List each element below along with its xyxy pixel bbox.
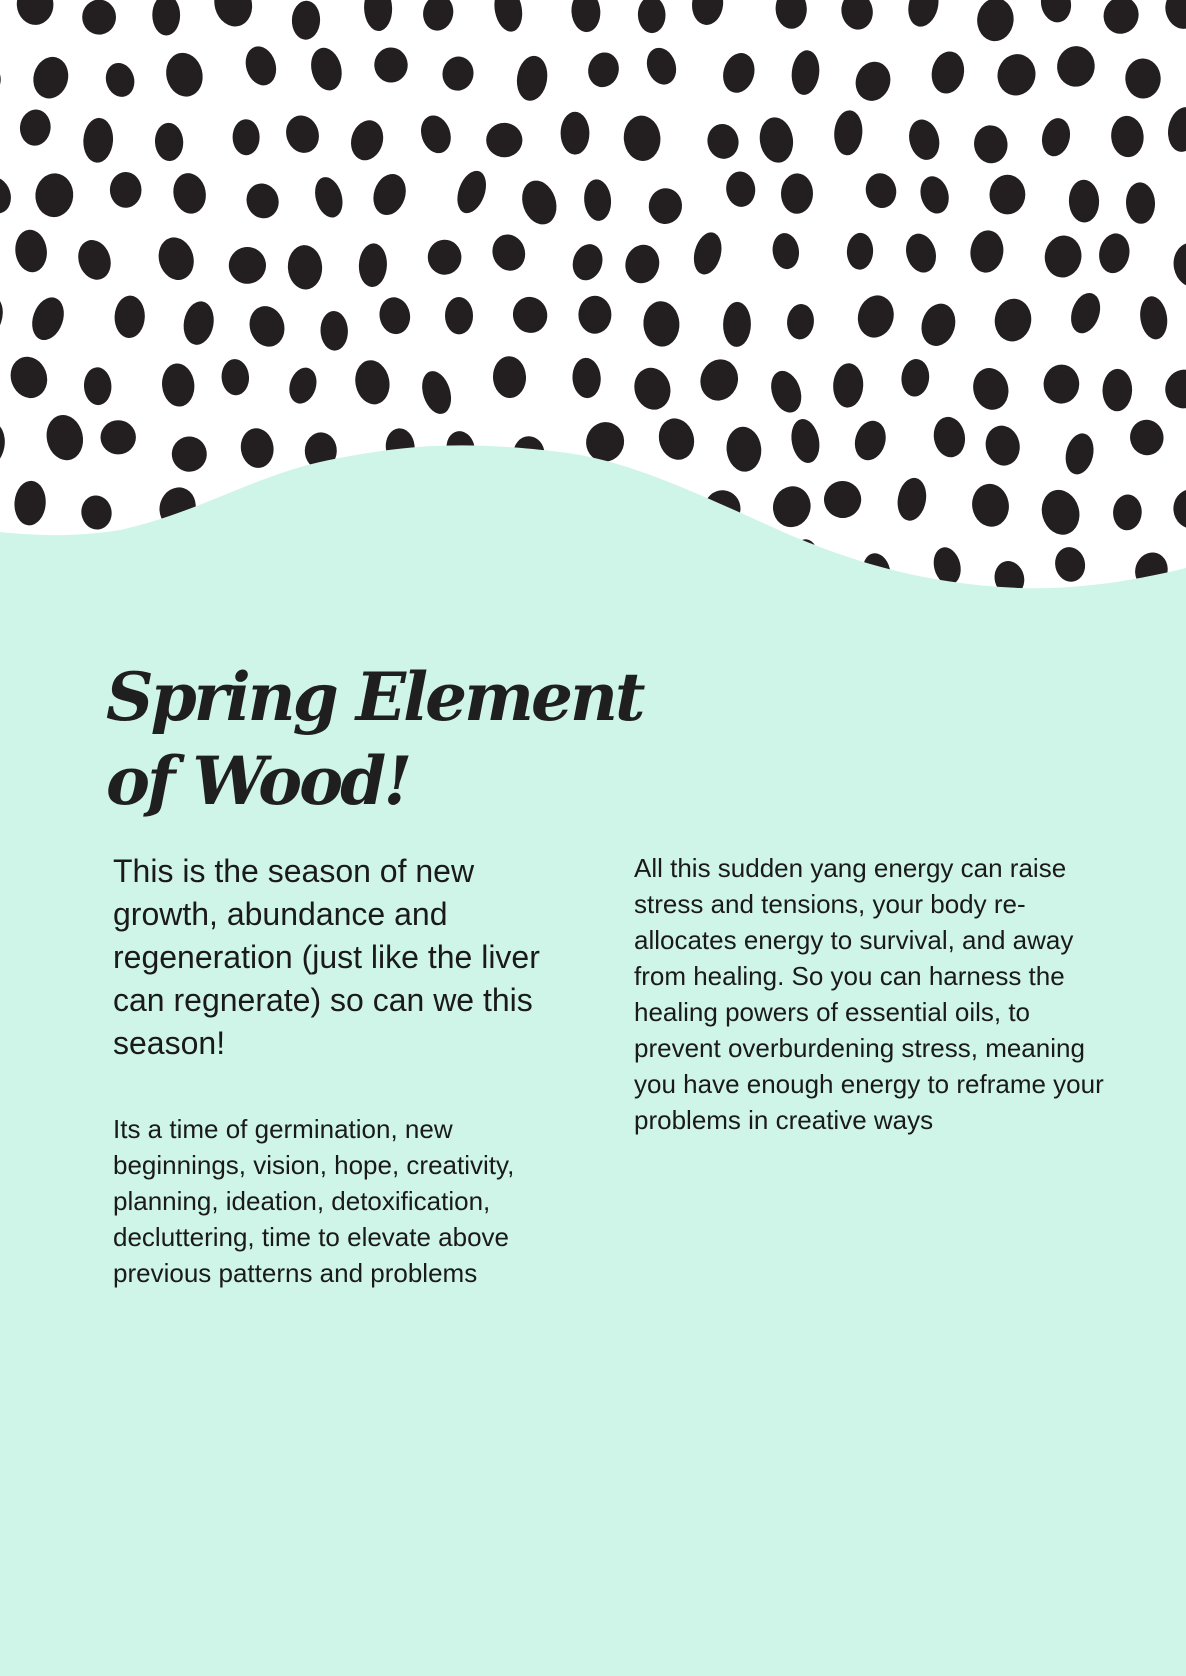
left-body-paragraph: Its a time of germination, new beginnings, vision, hope, creativity, planning, ideation, detoxification, decluttering, time to elevate above previous patterns and problems [113,1114,515,1288]
left-column [113,850,583,1291]
lead-paragraph: This is the season of new growth, abundance and regeneration (just like the liver can regnerate) so can we this season! [113,853,540,1061]
right-column [634,850,1104,1138]
page-title [106,655,642,823]
pattern-dot [82,0,116,35]
pattern-dot [560,112,589,155]
right-body-paragraph: All this sudden yang energy can raise stress and tensions, your body re-allocates energy to survival, and away from healing. So you can harness the healing powers of essential oils, to prevent overburdening stress, meaning you have enough energy to reframe your problems in creative ways [634,853,1104,1135]
pattern-dot [578,296,611,334]
polka-dot-pattern [0,0,1186,600]
title-line-1: Spring Element [106,658,643,736]
title-line-2: of Wood! [106,742,410,820]
